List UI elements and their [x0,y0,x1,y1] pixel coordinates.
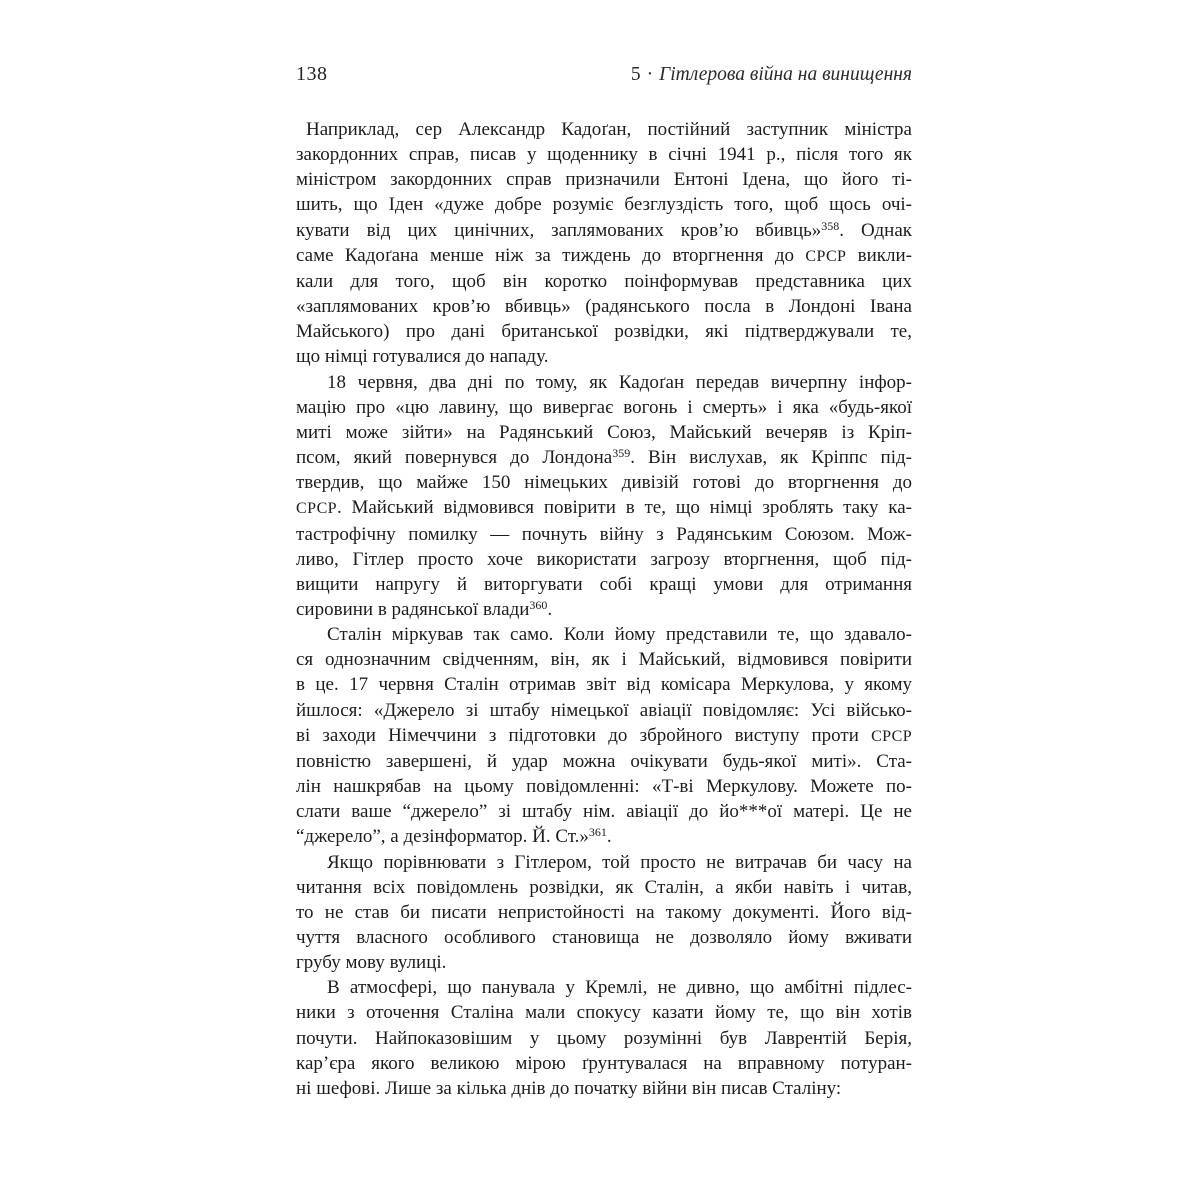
chapter-number: 5 [630,64,641,85]
text-line: 18 червня, два дні по тому, як Кадоґан передав вичерпну інфор- [327,371,912,393]
footnote-marker: 360 [529,597,548,612]
separator-dot: · [646,64,654,85]
text-line: Якщо порівнювати з Гітлером, той просто не витрачав би часу на [327,851,912,873]
small-caps-acronym: СРСР [871,727,912,745]
text-line: лін нашкрябав на цьому повідомленні: «Т-ві Меркулову. Можете по- [296,776,912,798]
page-header [296,63,912,86]
text-line: Майського) про дані британської розвідки, які підтверджували те, [296,321,912,343]
text-line: тастрофічну помилку — почнуть війну з Радянським Союзом. Мож- [296,523,912,545]
text-line: ники з оточення Сталіна мали спокусу казати йому те, що він хотів [296,1002,912,1024]
text-line: почути. Найпоказовішим у цьому розумінні був Лаврентій Берія, [296,1027,912,1049]
text-line: кар’єра якого великою мірою ґрунтувалася на вправному потуран- [296,1052,912,1074]
footnote-marker: 359 [612,446,631,461]
text-line: ні шефові. Лише за кілька днів до початку війни він писав Сталіну: [296,1077,842,1099]
text-line: ві заходи Німеччини з підготовки до збройного виступу проти СРСР [296,724,912,746]
paragraph [296,622,912,849]
text-line: В атмосфері, що панувала у Кремлі, не дивно, що амбітні підлес- [327,977,912,999]
text-line: ливо, Гітлер просто хоче використати загрозу вторгнення, щоб під- [296,548,912,570]
text-line: кувати від цих цинічних, заплямованих кров’ю вбивць»$^{358}$. Однак [296,218,912,241]
text-line: “джерело”, а дезінформатор. Й. Ст.»$^{361}$. [296,825,612,848]
page-number: 138 [296,63,328,85]
text-line: саме Кадоґана менше ніж за тиждень до вторгнення до СРСР викли- [296,244,912,266]
paragraph [296,370,912,623]
text-line: що німці готувалися до нападу. [296,346,549,368]
text-line: Наприклад, сер Александр Кадоґан, постійний заступник міністра [306,119,912,140]
text-line: міністром закордонних справ призначили Ентоні Ідена, що його ті- [296,169,912,191]
text-line: то не став би писати непристойності на такому документі. Його від- [296,901,912,923]
text-line: Сталін міркував так само. Коли йому представили те, що здавало- [327,624,912,646]
paragraph [296,117,912,370]
text-line: «заплямованих кров’ю вбивць» (радянського посла в Лондоні Івана [296,296,912,318]
footnote-marker: 358 [821,218,840,233]
text-line: кали для того, щоб він коротко поінформував представника цих [296,270,912,292]
text-line: миті може зійти» на Радянський Союз, Майський вечеряв із Кріп- [296,421,912,443]
small-caps-acronym: СРСР [805,247,847,265]
running-title [631,64,912,86]
small-caps-acronym: СРСР [296,500,337,518]
text-line: йшлося: «Джерело зі штабу німецької авіації повідомляє: Усі військо- [296,699,912,721]
text-line: в це. 17 червня Сталін отримав звіт від комісара Меркулова, у якому [296,674,912,696]
footnote-marker: 361 [588,825,607,840]
text-line: твердив, що майже 150 німецьких дивізій готові до вторгнення до [296,472,912,494]
text-line: псом, який повернувся до Лондона$^{359}$. Він вислухав, як Кріппс під- [296,446,912,469]
paragraph [296,975,912,1101]
text-line: чуття власного особливого становища не дозволяло йому вживати [296,927,912,948]
text-line: шить, що Іден «дуже добре розуміє безглуздість того, щоб щось очі- [296,194,912,216]
text-line: читання всіх повідомлень розвідки, як Сталін, а якби навіть і читав, [296,876,912,898]
text-line: повністю завершені, й удар можна очікувати будь-якої миті». Ста- [296,750,912,772]
text-line: сировини в радянської влади$^{360}$. [296,597,553,620]
chapter-title: Гітлерова війна на винищення [659,64,912,85]
text-line: СРСР. Майський відмовився повірити в те, що німці зроблять таку ка- [296,497,912,519]
text-line: вищити напругу й виторгувати собі кращі умови для отримання [296,573,912,595]
text-line: слати ваше “джерело” зі штабу нім. авіації до йо***ої матері. Це не [296,801,912,823]
body-text [296,117,912,1101]
text-line: ся однозначним свідченням, він, як і Майський, відмовився повірити [296,649,912,671]
paragraph [296,850,912,976]
text-line: мацію про «цю лавину, що вивергає вогонь і смерть» і яка «будь-якої [296,396,912,418]
text-line: закордонних справ, писав у щоденнику в січні 1941 р., після того як [296,144,912,166]
text-line: грубу мову вулиці. [296,952,447,974]
